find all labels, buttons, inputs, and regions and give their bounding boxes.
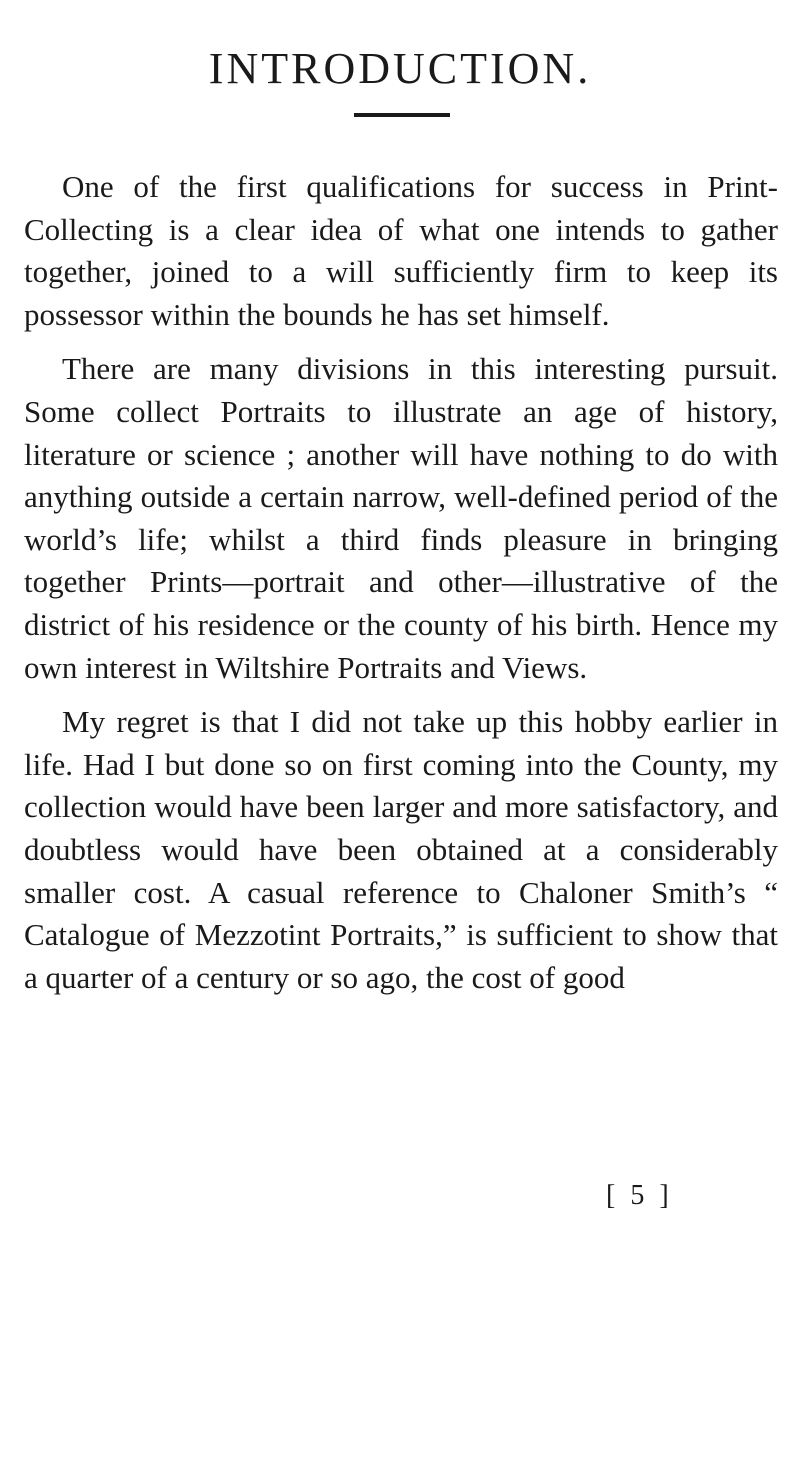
title-divider-rule bbox=[354, 113, 450, 117]
body-text bbox=[24, 166, 778, 999]
paragraph-2: There are many divisions in this interesting pursuit. Some collect Portraits to illustrate an age of history, literature or science ; another will have nothing to do with anything outside a certain narrow, well-defined period of the world’s life; whilst a third finds pleasure in bringing together Prints—portrait and other—illustrative of the district of his residence or the county of his birth. Hence my own interest in Wiltshire Portraits and Views. bbox=[24, 351, 778, 685]
paragraph-1: One of the first qualifications for success in Print-Collecting is a clear idea of what one intends to gather together, joined to a will sufficiently firm to keep its possessor within the bounds he has set himself. bbox=[24, 169, 778, 332]
page-number: [ 5 ] bbox=[606, 1180, 673, 1211]
paragraph-3: My regret is that I did not take up this hobby earlier in life. Had I but done so on first coming into the County, my collection would have been larger and more satisfactory, and doubtless would have been obtained at a considerably smaller cost. A casual reference to Chaloner Smith’s “ Catalogue of Mezzotint Portraits,” is sufficient to show that a quarter of a century or so ago, the cost of good bbox=[24, 704, 778, 995]
chapter-title: INTRODUCTION. bbox=[208, 44, 592, 94]
